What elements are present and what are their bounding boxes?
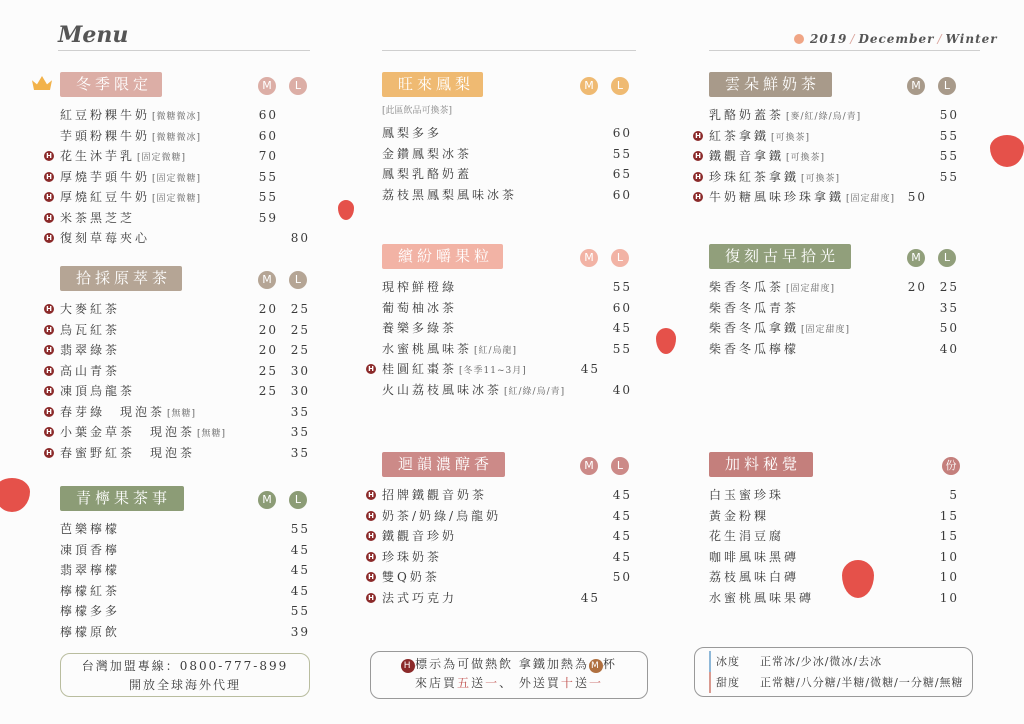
hot-icon: H bbox=[44, 304, 54, 314]
item-name: 柴香冬瓜茶 bbox=[709, 280, 785, 294]
hot-icon: H bbox=[44, 386, 54, 396]
price-m: 60 bbox=[258, 108, 278, 122]
item-name: 芭樂檸檬 bbox=[60, 522, 121, 536]
item-name: 珍珠奶茶 bbox=[382, 549, 443, 564]
price-l: 25 bbox=[290, 322, 310, 337]
item-name: 柴香冬瓜青茶 bbox=[709, 300, 800, 315]
menu-item bbox=[46, 187, 360, 208]
price-l: 39 bbox=[290, 624, 310, 639]
price-l: 45 bbox=[612, 321, 632, 335]
price-m: 45 bbox=[580, 590, 600, 605]
price-l: 55 bbox=[612, 341, 632, 356]
item-tag: [可換茶] bbox=[801, 173, 841, 184]
hot-icon: H bbox=[44, 427, 54, 437]
menu-item bbox=[46, 146, 360, 167]
size-badge-l: L bbox=[611, 457, 629, 475]
hot-icon: H bbox=[366, 593, 376, 603]
price-l: 55 bbox=[612, 146, 632, 161]
menu-item bbox=[382, 185, 682, 206]
section-pineapple bbox=[382, 72, 682, 205]
price-l: 45 bbox=[612, 529, 632, 543]
price-m: 59 bbox=[258, 210, 278, 225]
crown-icon bbox=[32, 76, 52, 90]
date-banner: 2019 / December / Winter bbox=[794, 32, 998, 46]
menu-item bbox=[368, 567, 682, 588]
section-title: 迴韻濃醇香 bbox=[382, 452, 505, 477]
item-name: 柴香冬瓜拿鐵 bbox=[709, 321, 800, 335]
item-name: 春蜜野紅茶 現泡茶 bbox=[60, 445, 196, 460]
menu-item bbox=[382, 277, 682, 298]
item-name: 凍頂烏龍茶 bbox=[60, 384, 136, 398]
menu-item bbox=[709, 547, 1009, 568]
item-name: 紅豆粉粿牛奶 bbox=[60, 108, 151, 122]
price-l: 45 bbox=[612, 488, 632, 502]
menu-item bbox=[709, 526, 1009, 547]
size-badge-l: L bbox=[289, 271, 307, 289]
section-freshmilk bbox=[695, 72, 1009, 208]
promo-text: 來店買五送一、 外送買十送一 bbox=[415, 676, 603, 690]
ice-sugar-box bbox=[694, 647, 973, 697]
menu-item bbox=[60, 105, 360, 126]
price-l: 25 bbox=[290, 343, 310, 357]
price-m: 55 bbox=[258, 190, 278, 204]
overseas-agency: 開放全球海外代理 bbox=[128, 678, 241, 692]
price-l: 25 bbox=[939, 280, 959, 294]
size-badge-m: M bbox=[258, 77, 276, 95]
price-l: 50 bbox=[612, 570, 632, 584]
size-badge-m: M bbox=[258, 271, 276, 289]
item-tag: [固定微糖] bbox=[152, 194, 202, 204]
item-name: 小葉金草茶 現泡茶 bbox=[60, 425, 196, 439]
size-badge-m: M bbox=[580, 457, 598, 475]
price-l: 60 bbox=[612, 126, 632, 140]
item-name: 金鑽鳳梨冰茶 bbox=[382, 146, 473, 161]
menu-item bbox=[709, 506, 1009, 527]
hot-icon: H bbox=[401, 659, 415, 673]
menu-item bbox=[709, 485, 1009, 506]
item-name: 水蜜桃風味茶 bbox=[382, 341, 473, 356]
section-retro bbox=[709, 244, 1009, 359]
size-badge-l: L bbox=[289, 491, 307, 509]
price-l: 10 bbox=[939, 570, 959, 584]
item-tag: [微糖微冰] bbox=[152, 132, 202, 143]
item-name: 烏瓦紅茶 bbox=[60, 322, 121, 337]
peach-icon bbox=[794, 34, 804, 44]
section-title: 冬季限定 bbox=[60, 72, 162, 97]
price-l: 55 bbox=[290, 604, 310, 618]
price-m: 55 bbox=[258, 169, 278, 184]
size-badge-m: M bbox=[907, 77, 925, 95]
menu-item bbox=[60, 601, 360, 622]
section-title: 青檸果茶事 bbox=[60, 486, 184, 511]
price-l: 45 bbox=[612, 549, 632, 564]
item-name: 現榨鮮橙綠 bbox=[382, 280, 458, 294]
hot-icon: H bbox=[44, 192, 54, 202]
price-m: 25 bbox=[258, 363, 278, 378]
item-name: 牛奶糖風味珍珠拿鐵 bbox=[709, 190, 845, 204]
section-header bbox=[382, 244, 682, 269]
price-l: 45 bbox=[290, 583, 310, 598]
item-name: 荔枝黑鳳梨風味冰茶 bbox=[382, 187, 518, 202]
size-badge-m: M bbox=[258, 491, 276, 509]
divider bbox=[709, 50, 980, 51]
item-tag: [可換茶] bbox=[786, 153, 826, 163]
section-title: 加料秘覺 bbox=[709, 452, 813, 477]
item-name: 芋頭粉粿牛奶 bbox=[60, 128, 151, 143]
item-name: 翡翠綠茶 bbox=[60, 343, 121, 357]
season: Winter bbox=[945, 32, 998, 46]
hot-icon: H bbox=[44, 448, 54, 458]
price-l: 55 bbox=[612, 280, 632, 294]
item-name: 荔枝風味白磚 bbox=[709, 570, 800, 584]
item-name: 復刻草莓夾心 bbox=[60, 231, 151, 245]
menu-item bbox=[382, 123, 682, 144]
item-name: 高山青茶 bbox=[60, 363, 121, 378]
item-tag: [紅/綠/烏/青] bbox=[504, 386, 566, 397]
price-l: 50 bbox=[939, 108, 959, 122]
item-name: 白玉蜜珍珠 bbox=[709, 488, 785, 502]
menu-item bbox=[60, 519, 360, 540]
menu-item bbox=[382, 380, 682, 401]
section-header bbox=[60, 72, 360, 97]
menu-item bbox=[60, 540, 360, 561]
hot-icon: H bbox=[366, 572, 376, 582]
hot-icon: H bbox=[693, 131, 703, 141]
section-header bbox=[382, 452, 682, 477]
section-header bbox=[709, 452, 1009, 477]
size-badge-l: L bbox=[938, 77, 956, 95]
price-l: 45 bbox=[612, 508, 632, 523]
price-l: 55 bbox=[939, 169, 959, 184]
menu-item bbox=[695, 167, 1009, 188]
item-name: 鳳梨乳酪奶蓋 bbox=[382, 167, 473, 181]
price-l: 55 bbox=[290, 522, 310, 536]
menu-item bbox=[382, 144, 682, 165]
divider bbox=[58, 50, 310, 51]
hot-icon: H bbox=[44, 213, 54, 223]
menu-item bbox=[709, 567, 1009, 588]
size-badge-l: L bbox=[938, 249, 956, 267]
price-l: 65 bbox=[612, 167, 632, 181]
price-l: 60 bbox=[612, 300, 632, 315]
price-m: 45 bbox=[580, 362, 600, 376]
item-name: 翡翠檸檬 bbox=[60, 563, 121, 577]
menu-logo: Menu bbox=[58, 22, 129, 48]
hot-icon: H bbox=[366, 531, 376, 541]
price-l: 35 bbox=[290, 404, 310, 419]
strawberry-icon bbox=[0, 478, 30, 512]
hot-icon: H bbox=[366, 364, 376, 374]
menu-item bbox=[368, 485, 682, 506]
menu-item bbox=[46, 299, 360, 320]
price-m: 20 bbox=[258, 322, 278, 337]
item-name: 養樂多綠茶 bbox=[382, 321, 458, 335]
item-tag: [固定甜度] bbox=[801, 325, 851, 335]
section-winter bbox=[46, 72, 360, 249]
price-l: 30 bbox=[290, 363, 310, 378]
menu-item bbox=[60, 126, 360, 147]
item-name: 厚燒紅豆牛奶 bbox=[60, 190, 151, 204]
price-m: 20 bbox=[907, 280, 927, 294]
menu-item bbox=[60, 622, 360, 643]
price-l: 15 bbox=[939, 529, 959, 543]
price-m: 20 bbox=[258, 302, 278, 316]
price-l: 35 bbox=[290, 445, 310, 460]
item-name: 花生沐芋乳 bbox=[60, 149, 136, 163]
menu-item bbox=[709, 588, 1009, 609]
item-name: 咖啡風味黑磚 bbox=[709, 549, 800, 564]
hot-icon: H bbox=[693, 151, 703, 161]
divider bbox=[382, 50, 636, 51]
item-name: 雙Q奶茶 bbox=[382, 570, 440, 584]
size-badge-l: L bbox=[611, 249, 629, 267]
franchise-box bbox=[60, 653, 310, 697]
item-name: 黃金粉粿 bbox=[709, 508, 770, 523]
price-l: 5 bbox=[949, 488, 959, 502]
menu-item bbox=[695, 146, 1009, 167]
menu-item bbox=[46, 402, 360, 423]
menu-item bbox=[46, 443, 360, 464]
section-title: 雲朵鮮奶茶 bbox=[709, 72, 832, 97]
item-tag: [可換茶] bbox=[771, 132, 811, 143]
price-l: 10 bbox=[939, 590, 959, 605]
item-tag: [固定微糖] bbox=[137, 153, 187, 163]
menu-item bbox=[695, 126, 1009, 147]
menu-item bbox=[60, 581, 360, 602]
price-l: 25 bbox=[290, 302, 310, 316]
section-title: 拾採原萃茶 bbox=[60, 266, 182, 291]
ice-options: 正常冰/少冰/微冰/去冰 bbox=[760, 655, 883, 668]
item-tag: [微糖微冰] bbox=[152, 112, 202, 122]
hot-icon: H bbox=[44, 233, 54, 243]
section-title: 繽紛嚼果粒 bbox=[382, 244, 503, 269]
section-title: 旺來鳳梨 bbox=[382, 72, 483, 97]
menu-item bbox=[709, 277, 1009, 298]
section-toppings bbox=[709, 452, 1009, 608]
price-l: 80 bbox=[290, 231, 310, 245]
item-name: 米茶黑芝芝 bbox=[60, 210, 136, 225]
item-tag: [無糖] bbox=[197, 429, 227, 439]
price-l: 55 bbox=[939, 128, 959, 143]
item-tag: [紅/烏龍] bbox=[474, 345, 518, 356]
item-name: 柴香冬瓜檸檬 bbox=[709, 341, 800, 356]
section-header bbox=[382, 72, 682, 97]
menu-item bbox=[709, 298, 1009, 319]
item-name: 火山荔枝風味冰茶 bbox=[382, 382, 503, 397]
menu-item bbox=[368, 359, 682, 380]
price-l: 15 bbox=[939, 508, 959, 523]
hot-icon: H bbox=[44, 407, 54, 417]
item-name: 珍珠紅茶拿鐵 bbox=[709, 169, 800, 184]
menu-item bbox=[382, 318, 682, 339]
menu-item bbox=[709, 105, 1009, 126]
menu-item bbox=[709, 339, 1009, 360]
hot-icon: H bbox=[44, 172, 54, 182]
item-name: 招牌鐵觀音奶茶 bbox=[382, 488, 488, 502]
item-tag: [固定甜度] bbox=[786, 284, 836, 294]
menu-item bbox=[382, 339, 682, 360]
item-name: 春芽綠 現泡茶 bbox=[60, 404, 166, 419]
ice-label: 冰度 bbox=[716, 655, 740, 668]
month: December bbox=[858, 32, 935, 46]
price-l: 45 bbox=[290, 563, 310, 577]
section-fruit bbox=[368, 244, 682, 400]
price-l: 10 bbox=[939, 549, 959, 564]
item-name: 大麥紅茶 bbox=[60, 302, 121, 316]
section-note: [此區飲品可換茶] bbox=[382, 106, 453, 116]
menu-item bbox=[46, 228, 360, 249]
price-l: 60 bbox=[612, 187, 632, 202]
section-header bbox=[709, 72, 1009, 97]
sugar-label: 甜度 bbox=[716, 676, 740, 689]
menu-item bbox=[46, 361, 360, 382]
menu-item bbox=[46, 208, 360, 229]
hot-icon: H bbox=[44, 345, 54, 355]
price-l: 50 bbox=[939, 321, 959, 335]
size-badge-portion: 份 bbox=[942, 457, 960, 475]
hot-icon: H bbox=[366, 490, 376, 500]
hot-icon: H bbox=[693, 172, 703, 182]
item-tag: [麥/紅/綠/烏/青] bbox=[786, 112, 862, 122]
section-header bbox=[60, 266, 360, 291]
price-m: 50 bbox=[907, 190, 927, 204]
franchise-hotline: 台灣加盟專線：0800-777-899 bbox=[81, 659, 289, 673]
item-name: 鐵觀音拿鐵 bbox=[709, 149, 785, 163]
price-l: 35 bbox=[290, 425, 310, 439]
section-milktea bbox=[368, 452, 682, 608]
year: 2019 bbox=[810, 32, 848, 46]
menu-item bbox=[382, 298, 682, 319]
price-m: 70 bbox=[258, 149, 278, 163]
sugar-options: 正常糖/八分糖/半糖/微糖/一分糖/無糖 bbox=[760, 676, 964, 689]
hot-icon: H bbox=[44, 325, 54, 335]
price-l: 45 bbox=[290, 542, 310, 557]
hot-icon: H bbox=[44, 366, 54, 376]
hot-legend: 標示為可做熱飲 拿鐵加熱為 bbox=[415, 657, 589, 671]
item-name: 凍頂香檸 bbox=[60, 542, 121, 557]
price-l: 35 bbox=[939, 300, 959, 315]
hot-icon: H bbox=[44, 151, 54, 161]
menu-item bbox=[368, 506, 682, 527]
item-name: 法式巧克力 bbox=[382, 590, 458, 605]
item-tag: [無糖] bbox=[167, 408, 197, 419]
price-l: 55 bbox=[939, 149, 959, 163]
item-name: 鳳梨多多 bbox=[382, 126, 443, 140]
item-name: 紅茶拿鐵 bbox=[709, 128, 770, 143]
menu-item bbox=[368, 588, 682, 609]
item-name: 花生涓豆腐 bbox=[709, 529, 785, 543]
size-badge-m: M bbox=[907, 249, 925, 267]
menu-item bbox=[60, 560, 360, 581]
size-badge-m: M bbox=[580, 249, 598, 267]
item-name: 葡萄柚冰茶 bbox=[382, 300, 458, 315]
menu-item bbox=[46, 167, 360, 188]
price-m: 60 bbox=[258, 128, 278, 143]
item-name: 厚燒芋頭牛奶 bbox=[60, 169, 151, 184]
item-name: 檸檬多多 bbox=[60, 604, 121, 618]
hot-icon: H bbox=[366, 552, 376, 562]
hot-icon: H bbox=[693, 192, 703, 202]
menu-item bbox=[46, 320, 360, 341]
section-header bbox=[60, 486, 360, 511]
cup-label: 杯 bbox=[602, 657, 617, 671]
menu-item bbox=[709, 318, 1009, 339]
size-badge-l: L bbox=[611, 77, 629, 95]
price-l: 30 bbox=[290, 384, 310, 398]
menu-item bbox=[382, 164, 682, 185]
item-tag: [冬季11~3月] bbox=[459, 366, 527, 376]
menu-item bbox=[368, 547, 682, 568]
section-title: 復刻古早拾光 bbox=[709, 244, 851, 269]
size-badge-m: M bbox=[580, 77, 598, 95]
menu-item bbox=[46, 381, 360, 402]
hot-drink-box bbox=[370, 651, 648, 699]
item-tag: [固定甜度] bbox=[846, 194, 896, 204]
price-l: 40 bbox=[939, 341, 959, 356]
m-icon: M bbox=[589, 659, 603, 673]
price-l: 40 bbox=[612, 382, 632, 397]
section-tea bbox=[46, 266, 360, 463]
item-name: 檸檬紅茶 bbox=[60, 583, 121, 598]
item-name: 乳酪奶蓋茶 bbox=[709, 108, 785, 122]
price-m: 25 bbox=[258, 384, 278, 398]
section-lemon bbox=[60, 486, 360, 642]
menu-item bbox=[46, 340, 360, 361]
menu-item bbox=[46, 422, 360, 443]
item-name: 奶茶/奶綠/烏龍奶 bbox=[382, 508, 502, 523]
item-name: 水蜜桃風味果磚 bbox=[709, 590, 815, 605]
item-name: 檸檬原飲 bbox=[60, 624, 121, 639]
item-tag: [固定微糖] bbox=[152, 173, 202, 184]
menu-item bbox=[695, 187, 1009, 208]
section-header bbox=[709, 244, 1009, 269]
hot-icon: H bbox=[366, 511, 376, 521]
size-badge-l: L bbox=[289, 77, 307, 95]
item-name: 鐵觀音珍奶 bbox=[382, 529, 458, 543]
price-m: 20 bbox=[258, 343, 278, 357]
item-name: 桂圓紅棗茶 bbox=[382, 362, 458, 376]
menu-item bbox=[368, 526, 682, 547]
